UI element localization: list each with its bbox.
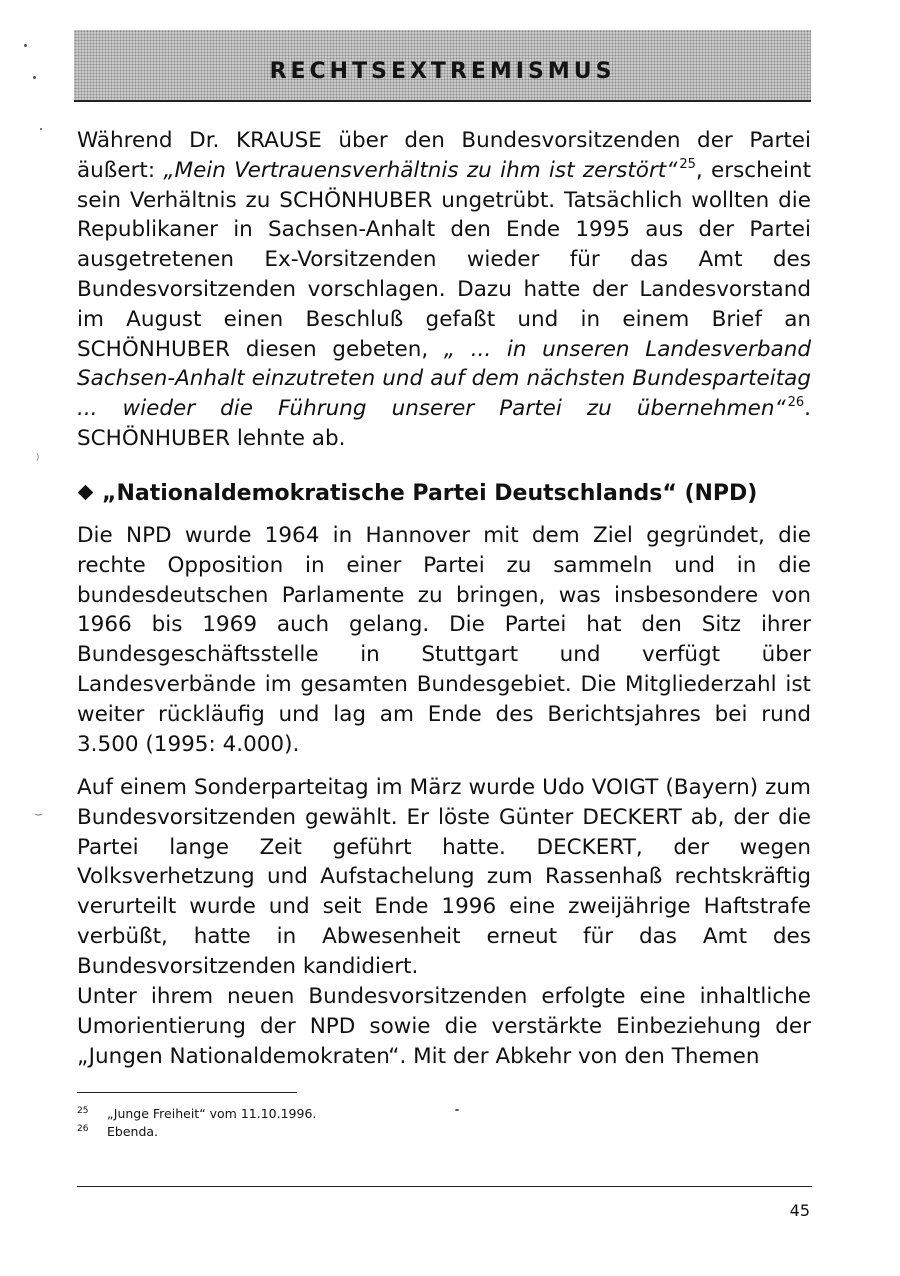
footnote [77,1120,577,1141]
running-header-title: RECHTSEXTREMISMUS [269,59,616,84]
section-heading-npd [77,479,811,509]
page-number: 45 [789,1201,810,1220]
header-banner [74,30,811,102]
scan-speck [24,44,27,47]
paragraph-krause [77,126,811,454]
quotation: „ ... in unseren Landesverband Sachsen-Anhalt einzutreten und auf dem nächsten Bundesparteitag ... wieder die Führung unserer Partei zu übernehmen“ [77,336,811,422]
footnote-number: 25 [77,1106,89,1116]
section-heading-text: „Nationaldemokratische Partei Deutschlands“ (NPD) [102,481,758,506]
footnote-text: „Junge Freiheit“ vom 11.10.1996. [107,1106,317,1121]
paragraph-text: , erscheint sein Verhältnis zu SCHÖNHUBER ungetrübt. Tatsächlich wollten die Republikaner in Sachsen-Anhalt den Ende 1995 aus der Partei ausgetretenen Ex-Vorsitzenden wieder für das Amt des Bundesvorsitzenden vorschlagen. Dazu hatte der Landesvorstand im August einen Beschluß gefaßt und in einem Brief an SCHÖNHUBER diesen gebeten, [77,157,811,362]
footnote-ref[interactable]: 26 [787,395,805,411]
footnote-divider [77,1092,297,1093]
paragraph-umorientierung: Unter ihrem neuen Bundesvorsitzenden erfolgte eine inhaltliche Umorientierung der NPD sowie die verstärkte Einbeziehung der „Jungen Nationaldemokraten“. Mit der Abkehr von den Themen [77,984,811,1069]
scan-margin-mark: ⌣ [34,806,44,822]
scan-speck [40,128,42,130]
scan-margin-mark: ⁾ [36,452,40,468]
diamond-bullet-icon [78,485,94,501]
page-bottom-divider [77,1186,812,1187]
paragraph-npd-founding: Die NPD wurde 1964 in Hannover mit dem Ziel gegründet, die rechte Opposition in einer Partei zu sammeln und in die bundesdeutschen Parlamente zu bringen, was insbesondere von 1966 bis 1969 auch gelang. Die Partei hat den Sitz ihrer Bundesgeschäftsstelle in Stuttgart und verfügt über Landesverbände im gesamten Bundesgebiet. Die Mitgliederzahl ist weiter rückläufig und lag am Ende des Berichtsjahres bei rund 3.500 (1995: 4.000). [77,523,811,757]
scan-speck [455,1109,459,1111]
footnote-text: Ebenda. [107,1124,159,1139]
paragraph-text: Während Dr. KRAUSE über den Bundesvorsitzenden der Partei äußert: [77,128,811,183]
quotation: „Mein Vertrauensverhältnis zu ihm ist zerstört“ [163,157,678,183]
paragraph-text: . SCHÖNHUBER lehnte ab. [77,396,811,451]
scan-speck [33,76,36,79]
footnote-number: 26 [77,1124,89,1134]
footnote-ref[interactable]: 25 [679,156,696,172]
paragraph-sonderparteitag: Auf einem Sonderparteitag im März wurde Udo VOIGT (Bayern) zum Bundesvorsitzenden gewählt. Er löste Günter DECKERT ab, der die Partei lange Zeit geführt hatte. DECKERT, der wegen Volksverhetzung und Aufstachelung zum Rassenhaß rechtskräftig verurteilt wurde und seit Ende 1996 eine zweijährige Haftstrafe verbüßt, hatte in Abwesenheit erneut für das Amt des Bundesvorsitzenden kandidiert. [77,775,811,979]
